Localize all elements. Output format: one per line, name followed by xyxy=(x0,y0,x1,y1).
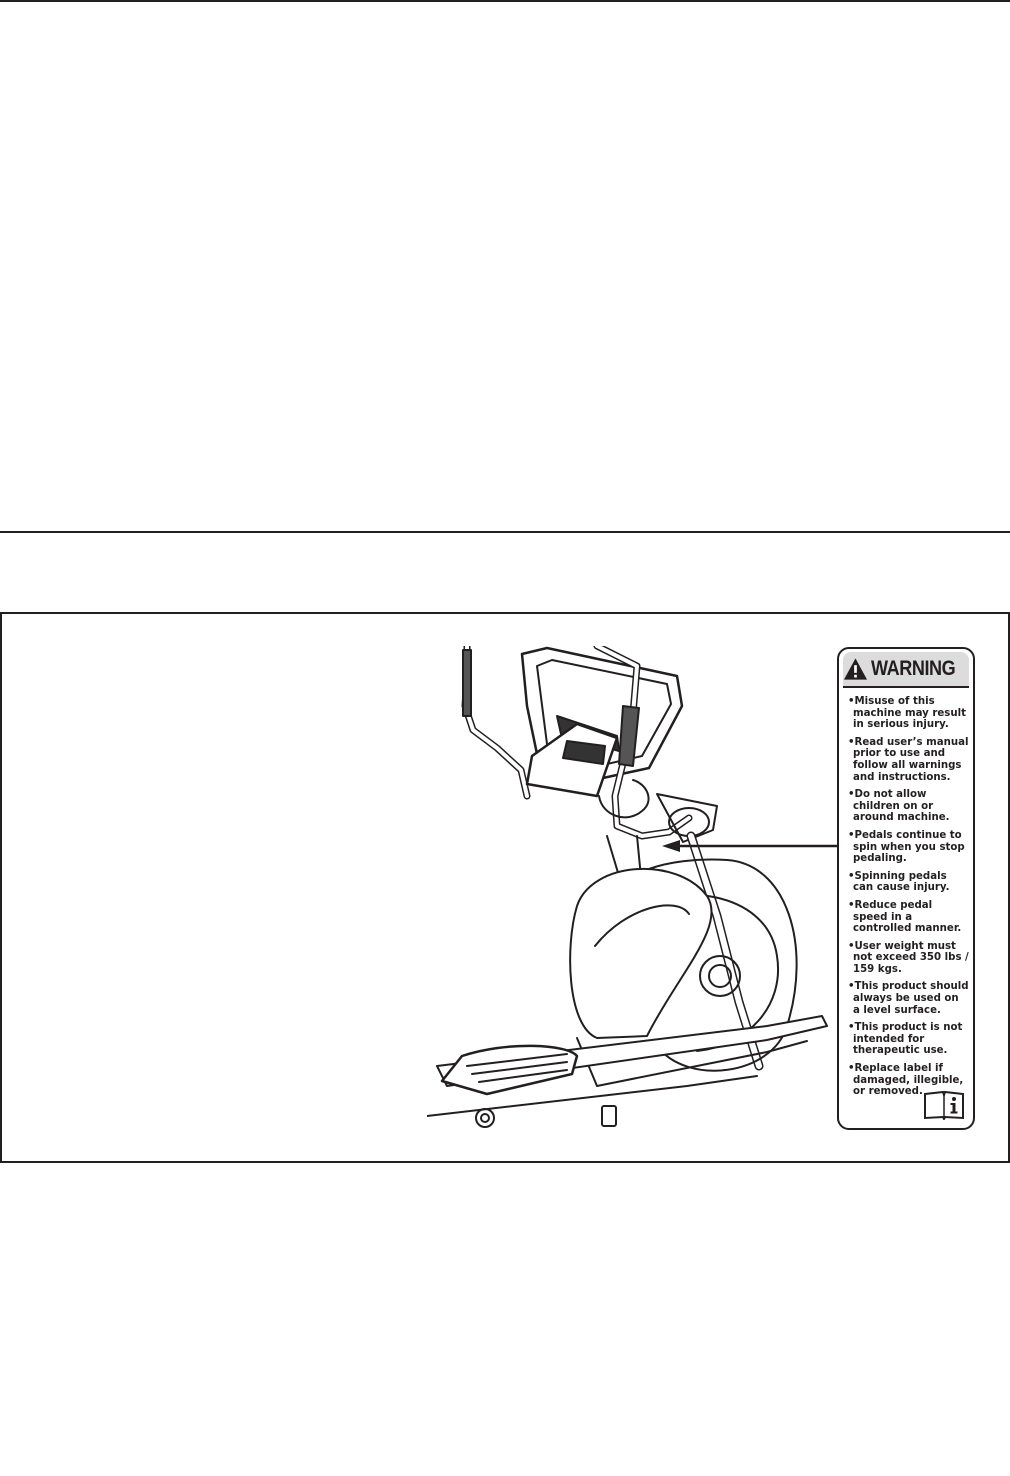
warning-label xyxy=(837,647,975,1130)
warning-list xyxy=(839,688,973,1098)
warning-figure xyxy=(0,612,1010,1163)
warning-title: WARNING xyxy=(871,657,956,680)
warning-item: • Pedals continue to spin when you stop pedaling. xyxy=(848,830,969,865)
warning-item: • User weight must not exceed 350 lbs / 159 kgs. xyxy=(848,941,969,976)
warning-item: • Read user’s manual prior to use and follow all warnings and instructions. xyxy=(848,737,969,783)
warning-item: • This product should always be used on a level surface. xyxy=(848,981,969,1016)
read-manual-info-icon xyxy=(923,1090,965,1120)
elliptical-machine-icon xyxy=(427,646,857,1133)
warning-triangle-icon xyxy=(843,657,868,681)
callout-arrow xyxy=(662,839,842,853)
warning-header xyxy=(843,652,969,688)
top-rule xyxy=(0,0,1010,2)
warning-item: • Replace label if damaged, illegible, or removed. xyxy=(848,1063,969,1098)
warning-item: • Misuse of this machine may result in serious injury. xyxy=(848,696,969,731)
warning-item: • Do not allow children on or around machine. xyxy=(848,789,969,824)
warning-item: • This product is not intended for therapeutic use. xyxy=(848,1022,969,1057)
warning-item: • Reduce pedal speed in a controlled manner. xyxy=(848,900,969,935)
section-rule xyxy=(0,531,1010,533)
warning-item: • Spinning pedals can cause injury. xyxy=(848,871,969,894)
